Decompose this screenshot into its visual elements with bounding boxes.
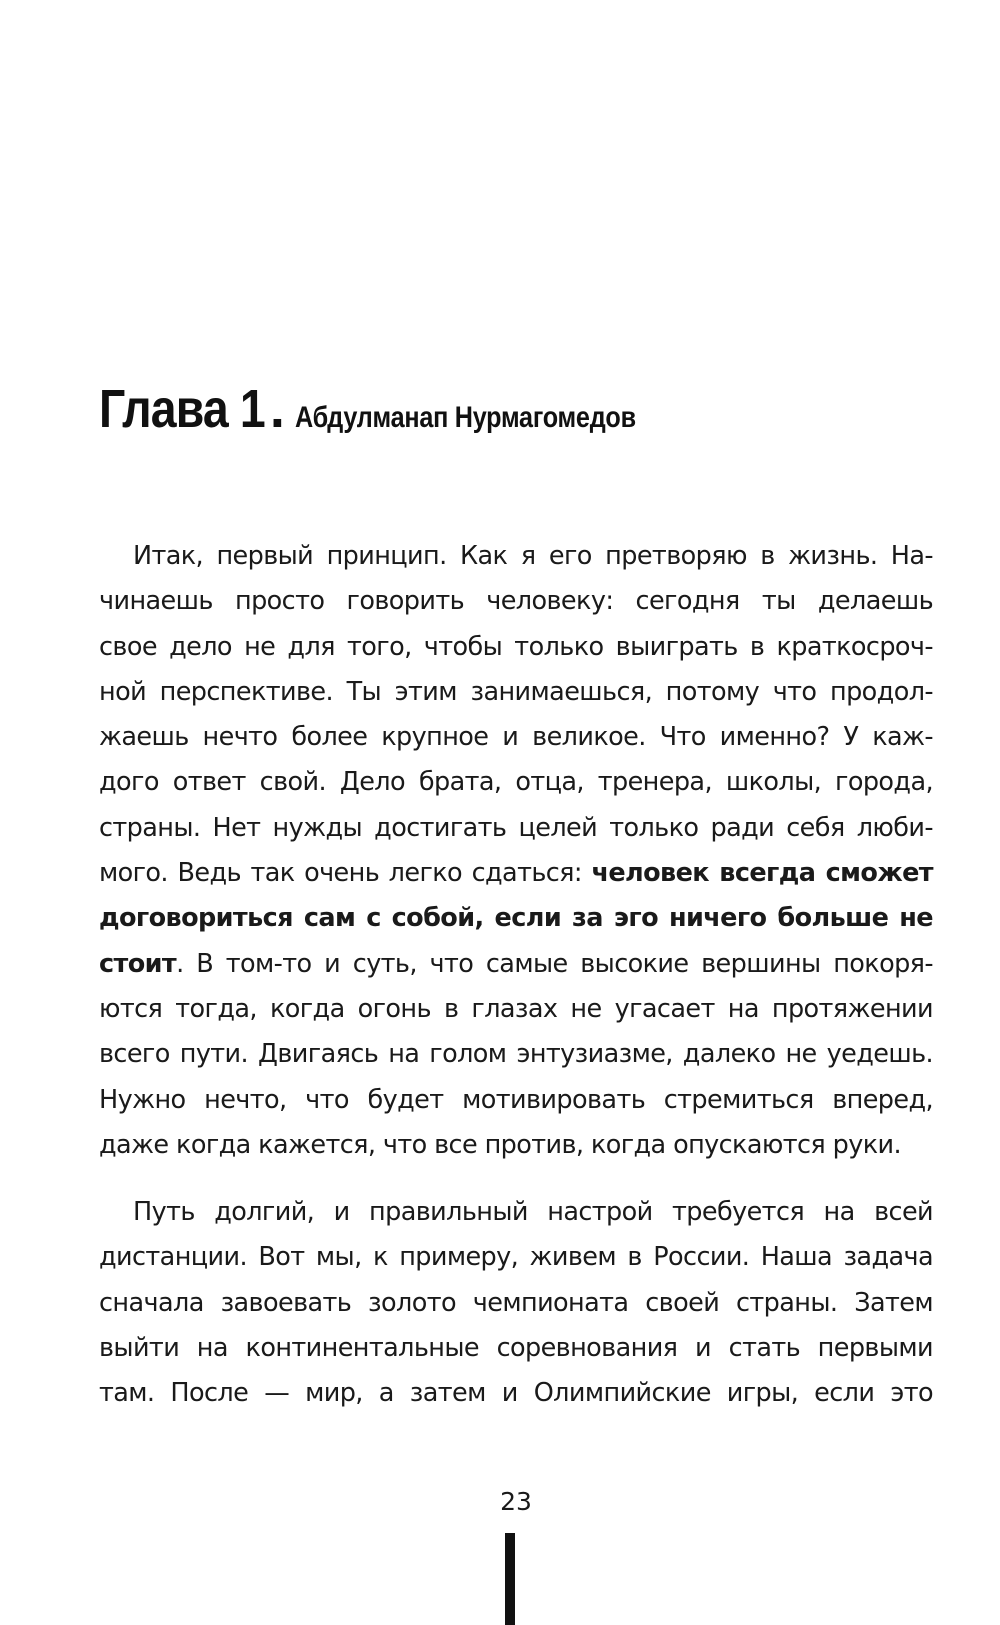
paragraph-line-bold: договориться сам с собой, если за эго ничего больше не [99,903,933,934]
paragraph-line: Нужно нечто, что будет мотивировать стремиться вперед, [99,1084,933,1115]
chapter-name: Абдулманап Нурмагомедов [294,401,636,434]
paragraph-line: там. После — мир, а затем и Олимпийские игры, если это [99,1378,933,1409]
paragraph-line: страны. Нет нужды достигать целей только ради себя люби- [99,812,933,843]
paragraph-line: сначала завоевать золото чемпионата своей страны. Затем [99,1287,933,1318]
paragraph-line: даже когда кажется, что все против, когда опускаются руки. [99,1129,902,1160]
page-edge-bar [505,1533,515,1625]
paragraph-line: всего пути. Двигаясь на голом энтузиазме, далеко не уедешь. [99,1039,933,1070]
paragraph-line: дого ответ свой. Дело брата, отца, тренера, школы, города, [99,767,933,798]
paragraph-line: свое дело не для того, чтобы только выиграть в краткосроч- [99,631,933,662]
paragraph-line-mixed [99,942,933,987]
chapter-dot: . [269,379,285,439]
paragraph-line: дистанции. Вот мы, к примеру, живем в России. Наша задача [99,1242,933,1273]
paragraph-line: Итак, первый принцип. Как я его претворяю в жизнь. На- [133,541,933,571]
paragraph-line: Путь долгий, и правильный настрой требуется на всей [133,1197,933,1227]
paragraph-line: ной перспективе. Ты этим занимаешься, потому что продол- [99,676,933,707]
bold-text: стоит [99,948,177,979]
paragraph-1 [99,534,933,1168]
paragraph-line: выйти на континентальные соревнования и стать первыми [99,1332,933,1363]
paragraph-line: жаешь нечто более крупное и великое. Что именно? У каж- [99,722,933,753]
paragraph-2 [99,1190,933,1416]
bold-text: человек всегда сможет [591,858,933,889]
paragraph-line: ются тогда, когда огонь в глазах не угасает на протяжении [99,993,933,1024]
plain-text: . В том-то и суть, что самые высокие вершины покоря- [176,948,933,979]
plain-text: мого. Ведь так очень легко сдаться: [99,858,592,889]
paragraph-line: чинаешь просто говорить человеку: сегодня ты делаешь [99,586,933,617]
paragraph-line-mixed [99,851,933,896]
chapter-heading [99,378,919,440]
chapter-label: Глава 1 [99,379,265,439]
page-number: 23 [500,1487,532,1516]
